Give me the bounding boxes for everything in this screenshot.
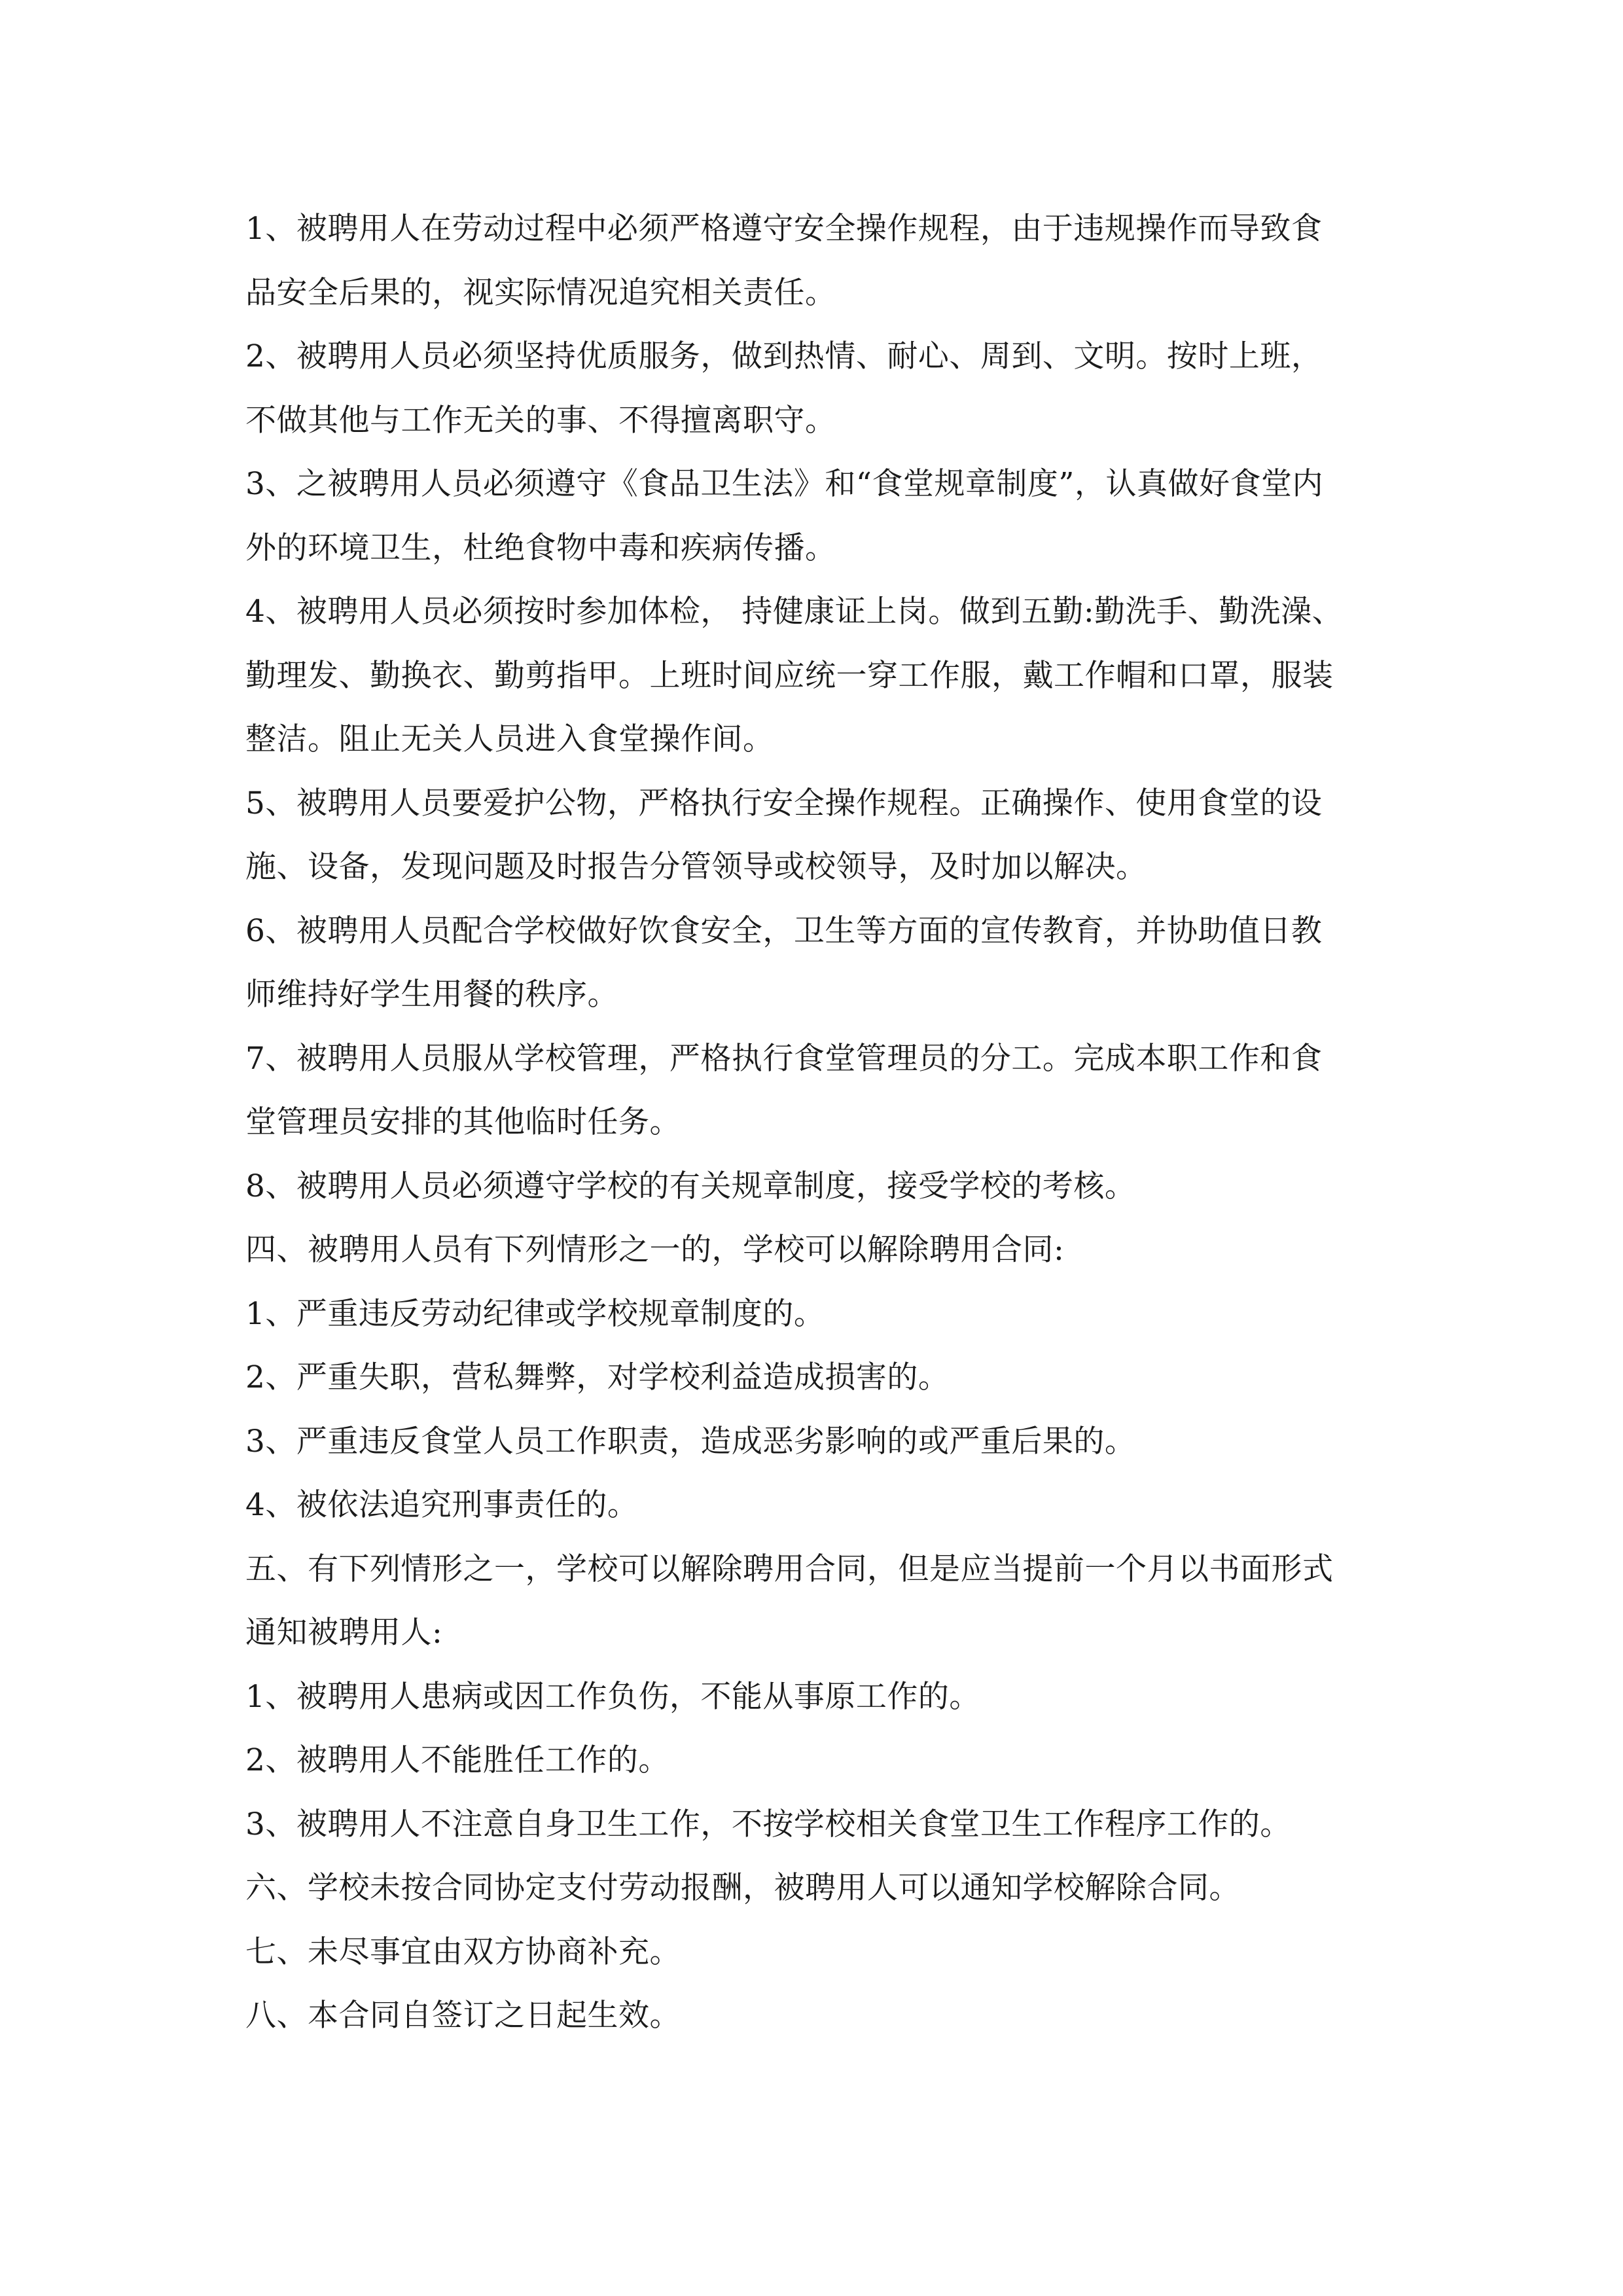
section-heading: 六、学校未按合同协定支付劳动报酬，被聘用人可以通知学校解除合同。 bbox=[245, 1870, 1240, 1906]
text-line: 品安全后果的，视实际情况追究相关责任。 bbox=[245, 274, 836, 311]
document-body bbox=[245, 197, 1397, 2048]
text-line: 3、严重违反食堂人员工作职责，造成恶劣影响的或严重后果的。 bbox=[245, 1423, 1136, 1460]
text-line: 5、被聘用人员要爱护公物，严格执行安全操作规程。正确操作、使用食堂的设 bbox=[245, 785, 1323, 821]
section-heading: 四、被聘用人员有下列情形之一的，学校可以解除聘用合同: bbox=[245, 1232, 1065, 1268]
text-line: 外的环境卫生，杜绝食物中毒和疾病传播。 bbox=[245, 529, 836, 566]
text-line: 2、严重失职，营私舞弊，对学校利益造成损害的。 bbox=[245, 1359, 950, 1395]
text-line: 整洁。阻止无关人员进入食堂操作间。 bbox=[245, 721, 774, 757]
text-line: 堂管理员安排的其他临时任务。 bbox=[245, 1104, 681, 1140]
text-line: 7、被聘用人员服从学校管理，严格执行食堂管理员的分工。完成本职工作和食 bbox=[245, 1040, 1323, 1077]
text-line: 勤理发、勤换衣、勤剪指甲。上班时间应统一穿工作服，戴工作帽和口罩，服装 bbox=[245, 657, 1334, 694]
text-line: 3、被聘用人不注意自身卫生工作，不按学校相关食堂卫生工作程序工作的。 bbox=[245, 1806, 1291, 1842]
text-line: 4、被聘用人员必须按时参加体检， 持健康证上岗。做到五勤:勤洗手、勤洗澡、 bbox=[245, 594, 1344, 630]
text-line: 2、被聘用人员必须坚持优质服务，做到热情、耐心、周到、文明。按时上班， bbox=[245, 338, 1323, 374]
text-line: 4、被依法追究刑事责任的。 bbox=[245, 1487, 639, 1523]
text-line: 3、之被聘用人员必须遵守《食品卫生法》和“食堂规章制度”，认真做好食堂内 bbox=[245, 466, 1323, 502]
section-heading: 七、未尽事宜由双方协商补充。 bbox=[245, 1933, 681, 1970]
section-heading: 五、有下列情形之一，学校可以解除聘用合同，但是应当提前一个月以书面形式 bbox=[245, 1551, 1334, 1587]
text-line: 1、严重违反劳动纪律或学校规章制度的。 bbox=[245, 1295, 825, 1332]
text-line: 2、被聘用人不能胜任工作的。 bbox=[245, 1742, 669, 1778]
section-heading: 八、本合同自签订之日起生效。 bbox=[245, 1998, 681, 2034]
text-line: 师维持好学生用餐的秩序。 bbox=[245, 977, 618, 1013]
text-line: 不做其他与工作无关的事、不得擅离职守。 bbox=[245, 402, 836, 439]
text-line: 1、被聘用人在劳动过程中必须严格遵守安全操作规程，由于违规操作而导致食 bbox=[245, 211, 1323, 247]
text-line: 6、被聘用人员配合学校做好饮食安全，卫生等方面的宣传教育，并协助值日教 bbox=[245, 912, 1323, 949]
text-line: 1、被聘用人患病或因工作负伤，不能从事原工作的。 bbox=[245, 1678, 980, 1715]
text-line: 8、被聘用人员必须遵守学校的有关规章制度，接受学校的考核。 bbox=[245, 1168, 1136, 1204]
text-line: 施、设备，发现问题及时报告分管领导或校领导，及时加以解决。 bbox=[245, 849, 1147, 885]
text-line: 通知被聘用人: bbox=[245, 1615, 443, 1651]
